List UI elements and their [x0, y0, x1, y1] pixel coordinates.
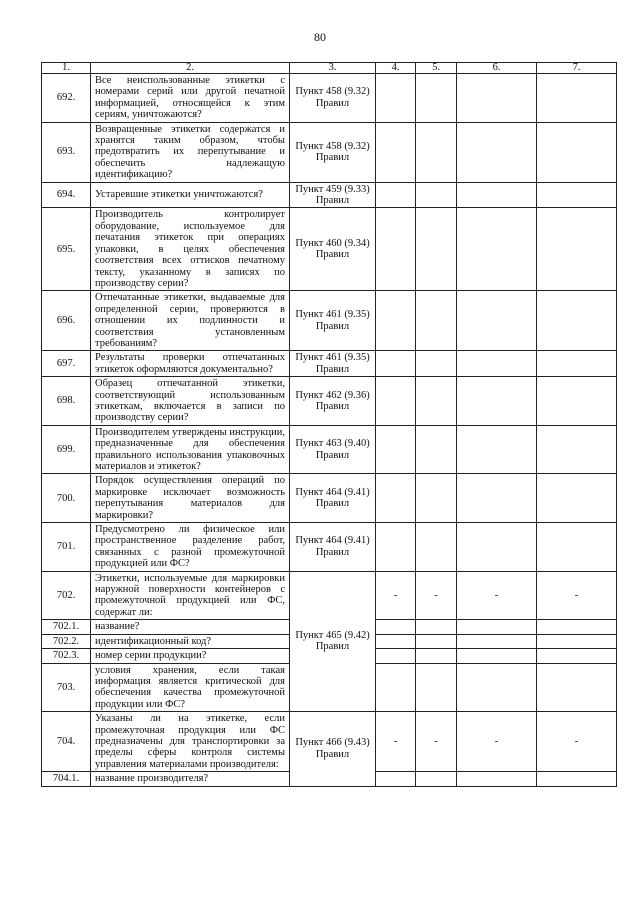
question-text: Результаты проверки отпечатанных этикеток оформляются документально? — [91, 351, 290, 377]
question-text: Производителем утверждены инструкции, предназначенные для обеспечения правильного использования упаковочных материалов и этикеток? — [91, 425, 290, 474]
answer-cell — [416, 425, 457, 474]
answer-cell — [537, 425, 617, 474]
answer-cell — [416, 122, 457, 182]
question-text: название производителя? — [91, 772, 290, 786]
table-row — [42, 351, 617, 377]
row-number: 694. — [42, 182, 91, 208]
table-row — [42, 712, 617, 772]
answer-cell — [416, 634, 457, 648]
table-row — [42, 474, 617, 523]
column-header: 5. — [416, 63, 457, 74]
row-number: 702.1. — [42, 620, 91, 634]
table-row — [42, 122, 617, 182]
dash-mark: - — [376, 571, 416, 620]
answer-cell — [416, 291, 457, 351]
question-text: Все неиспользованные этикетки с номерами серий или другой печатной информацией, относящейся к этим сериям, уничтожаются? — [91, 74, 290, 123]
table-row — [42, 291, 617, 351]
question-text: Указаны ли на этикетке, если промежуточная продукция или ФС предназначены для транспортировки за пределы сферы контроля системы управления материалами производителя: — [91, 712, 290, 772]
column-header: 6. — [457, 63, 537, 74]
table-row — [42, 377, 617, 426]
question-text: название? — [91, 620, 290, 634]
answer-cell — [416, 523, 457, 572]
answer-cell — [537, 634, 617, 648]
answer-cell — [376, 620, 416, 634]
rule-reference: Пункт 466 (9.43) Правил — [290, 712, 376, 786]
answer-cell — [376, 425, 416, 474]
question-text: Отпечатанные этикетки, выдаваемые для определенной серии, проверяются в отношении их подлинности и соответствия установленным требованиям? — [91, 291, 290, 351]
answer-cell — [457, 649, 537, 663]
column-header: 4. — [376, 63, 416, 74]
answer-cell — [376, 663, 416, 712]
row-number: 703. — [42, 663, 91, 712]
answer-cell — [416, 74, 457, 123]
answer-cell — [416, 772, 457, 786]
dash-mark: - — [376, 712, 416, 772]
answer-cell — [537, 474, 617, 523]
row-number: 702. — [42, 571, 91, 620]
answer-cell — [457, 663, 537, 712]
answer-cell — [457, 208, 537, 291]
answer-cell — [416, 351, 457, 377]
rule-reference: Пункт 459 (9.33) Правил — [290, 182, 376, 208]
row-number: 696. — [42, 291, 91, 351]
answer-cell — [457, 772, 537, 786]
rule-reference: Пункт 464 (9.41) Правил — [290, 474, 376, 523]
answer-cell — [376, 291, 416, 351]
row-number: 698. — [42, 377, 91, 426]
table-row — [42, 208, 617, 291]
row-number: 697. — [42, 351, 91, 377]
answer-cell — [457, 182, 537, 208]
answer-cell — [376, 208, 416, 291]
row-number: 701. — [42, 523, 91, 572]
question-text: Порядок осуществления операций по маркировке исключает возможность перепутывания материалов для маркировки? — [91, 474, 290, 523]
question-text: Этикетки, используемые для маркировки наружной поверхности контейнеров с промежуточной продукцией или ФС, содержат ли: — [91, 571, 290, 620]
answer-cell — [376, 377, 416, 426]
answer-cell — [416, 182, 457, 208]
answer-cell — [457, 351, 537, 377]
row-number: 693. — [42, 122, 91, 182]
row-number: 700. — [42, 474, 91, 523]
column-header: 7. — [537, 63, 617, 74]
question-text: номер серии продукции? — [91, 649, 290, 663]
dash-mark: - — [537, 571, 617, 620]
dash-mark: - — [537, 712, 617, 772]
row-number: 702.2. — [42, 634, 91, 648]
dash-mark: - — [457, 712, 537, 772]
answer-cell — [376, 182, 416, 208]
answer-cell — [376, 649, 416, 663]
answer-cell — [416, 649, 457, 663]
answer-cell — [457, 620, 537, 634]
page-number: 80 — [314, 30, 326, 44]
question-text: Производитель контролирует оборудование, используемое для печатания этикеток при операциях упаковки, в целях обеспечения соответствия всех оттисков печатному тексту, указанному в записях по производству серии? — [91, 208, 290, 291]
question-text: Возвращенные этикетки содержатся и хранятся таким образом, чтобы предотвратить их перепутывание и обеспечить надлежащую идентификацию? — [91, 122, 290, 182]
rule-reference: Пункт 460 (9.34) Правил — [290, 208, 376, 291]
answer-cell — [457, 425, 537, 474]
rule-reference: Пункт 461 (9.35) Правил — [290, 291, 376, 351]
answer-cell — [457, 74, 537, 123]
answer-cell — [376, 122, 416, 182]
rule-reference: Пункт 464 (9.41) Правил — [290, 523, 376, 572]
answer-cell — [416, 620, 457, 634]
answer-cell — [457, 634, 537, 648]
header-row — [42, 63, 617, 74]
answer-cell — [416, 663, 457, 712]
dash-mark: - — [416, 571, 457, 620]
answer-cell — [416, 208, 457, 291]
answer-cell — [537, 377, 617, 426]
dash-mark: - — [416, 712, 457, 772]
answer-cell — [537, 523, 617, 572]
table-row — [42, 425, 617, 474]
answer-cell — [537, 291, 617, 351]
answer-cell — [376, 474, 416, 523]
column-header: 2. — [91, 63, 290, 74]
question-text: Предусмотрено ли физическое или пространственное разделение работ, связанных с разной промежуточной продукцией или ФС? — [91, 523, 290, 572]
answer-cell — [537, 74, 617, 123]
table-row — [42, 571, 617, 620]
answer-cell — [537, 351, 617, 377]
rule-reference: Пункт 463 (9.40) Правил — [290, 425, 376, 474]
table-row — [42, 523, 617, 572]
question-text: условия хранения, если такая информация является критической для обеспечения качества промежуточной продукции или ФС? — [91, 663, 290, 712]
checklist-table — [41, 62, 617, 787]
answer-cell — [457, 122, 537, 182]
answer-cell — [416, 377, 457, 426]
table-row — [42, 74, 617, 123]
answer-cell — [376, 523, 416, 572]
rule-reference: Пункт 461 (9.35) Правил — [290, 351, 376, 377]
row-number: 692. — [42, 74, 91, 123]
question-text: идентификационный код? — [91, 634, 290, 648]
rule-reference: Пункт 458 (9.32) Правил — [290, 74, 376, 123]
rule-reference: Пункт 465 (9.42) Правил — [290, 571, 376, 711]
row-number: 695. — [42, 208, 91, 291]
answer-cell — [416, 474, 457, 523]
row-number: 704.1. — [42, 772, 91, 786]
answer-cell — [457, 474, 537, 523]
table-row — [42, 182, 617, 208]
row-number: 702.3. — [42, 649, 91, 663]
dash-mark: - — [457, 571, 537, 620]
answer-cell — [457, 377, 537, 426]
column-header: 3. — [290, 63, 376, 74]
rule-reference: Пункт 458 (9.32) Правил — [290, 122, 376, 182]
answer-cell — [537, 663, 617, 712]
row-number: 699. — [42, 425, 91, 474]
answer-cell — [376, 351, 416, 377]
row-number: 704. — [42, 712, 91, 772]
answer-cell — [457, 291, 537, 351]
answer-cell — [376, 772, 416, 786]
answer-cell — [537, 772, 617, 786]
answer-cell — [457, 523, 537, 572]
question-text: Образец отпечатанной этикетки, соответствующий использованным этикеткам, включается в записи по производству серии? — [91, 377, 290, 426]
answer-cell — [376, 634, 416, 648]
column-header: 1. — [42, 63, 91, 74]
answer-cell — [537, 649, 617, 663]
answer-cell — [537, 182, 617, 208]
rule-reference: Пункт 462 (9.36) Правил — [290, 377, 376, 426]
answer-cell — [376, 74, 416, 123]
answer-cell — [537, 208, 617, 291]
question-text: Устаревшие этикетки уничтожаются? — [91, 182, 290, 208]
answer-cell — [537, 122, 617, 182]
answer-cell — [537, 620, 617, 634]
